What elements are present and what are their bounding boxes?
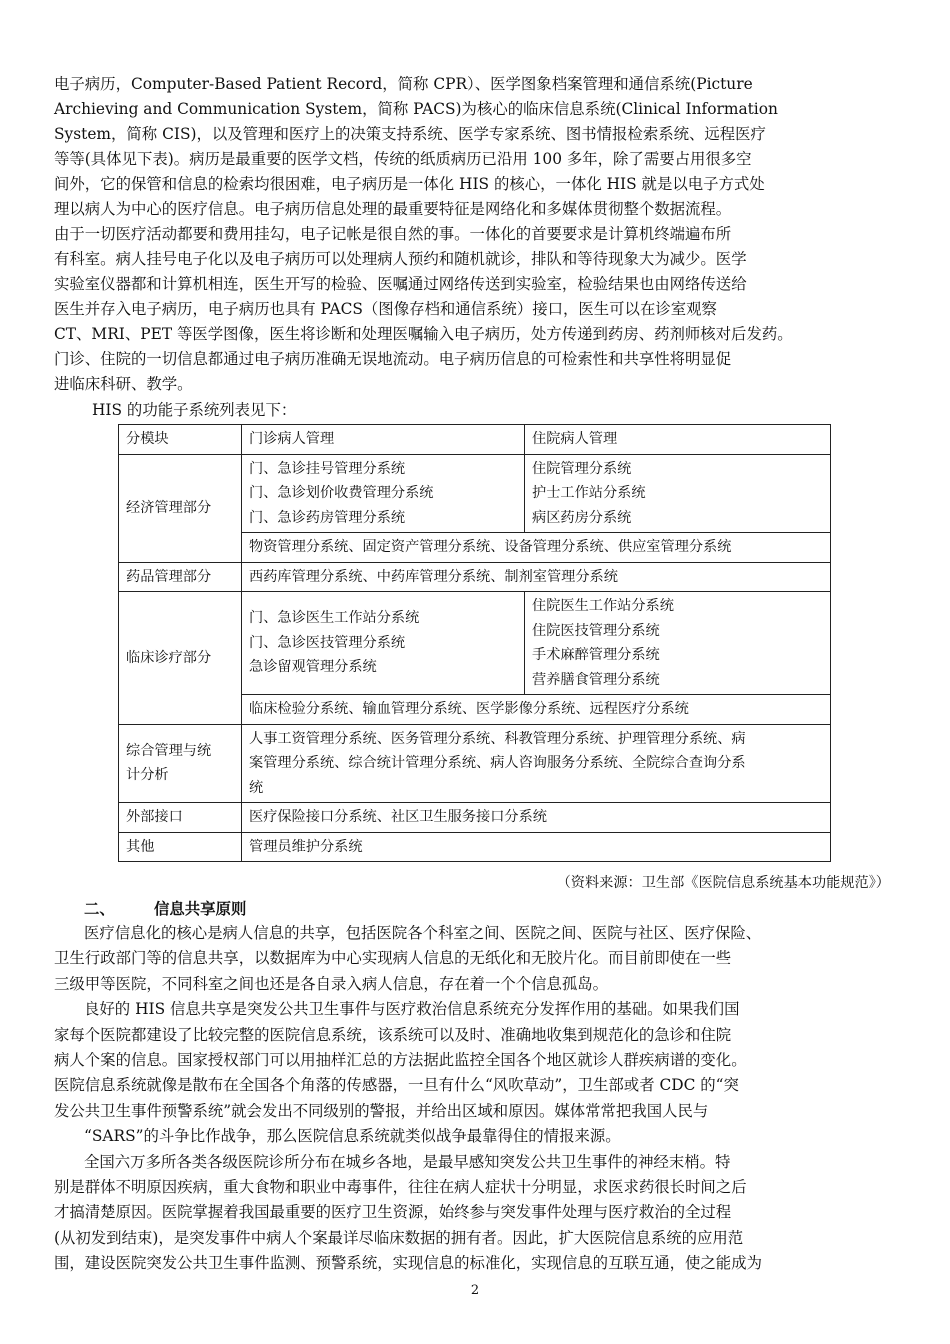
- section-number: 二、: [84, 900, 115, 918]
- text-line: 发公共卫生事件预警系统”就会发出不同级别的警报，并给出区域和原因。媒体常常把我国人民与: [54, 1101, 709, 1120]
- content-line: 案管理分系统、综合统计管理分系统、病人咨询服务分系统、全院综合查询分系: [249, 755, 746, 771]
- table-row: [119, 803, 831, 833]
- text-line: CT、MRI、PET 等医学图像，医生将诊断和处理医嘱输入电子病历，处方传递到药房、药剂师核对后发药。: [54, 325, 793, 343]
- text-line: 才搞清楚原因。医院掌握着我国最重要的医疗卫生资源，始终参与突发事件处理与医疗救治的全过程: [54, 1203, 732, 1222]
- row-label-economic: 经济管理部分: [119, 454, 242, 562]
- list-item: 营养膳食管理分系统: [532, 671, 660, 688]
- cell-integrated: [242, 724, 831, 803]
- header-cell-outpatient: 门诊病人管理: [242, 425, 525, 455]
- table-row: [119, 454, 831, 533]
- page-number: 2: [470, 1283, 480, 1298]
- cell-economic-inpatient: [525, 454, 831, 533]
- section-body: [54, 921, 899, 1276]
- text-line: 等等(具体见下表)。病历是最重要的医学文档，传统的纸质病历已沿用 100 多年，除了需要占用很多空: [54, 150, 752, 168]
- text-line: 门诊、住院的一切信息都通过电子病历准确无误地流动。电子病历信息的可检索性和共享性将明显促: [54, 350, 732, 368]
- section-title: 信息共享原则: [154, 900, 247, 918]
- text-line: 进临床科研、教学。: [54, 375, 193, 393]
- list-item: 门、急诊划价收费管理分系统: [249, 485, 434, 501]
- intro-paragraph: [54, 72, 899, 397]
- text-line: 由于一切医疗活动都要和费用挂勾，电子记帐是很自然的事。一体化的首要要求是计算机终端遍布所: [54, 225, 732, 243]
- label-line: 综合管理与统: [126, 742, 212, 759]
- text-line: 医生并存入电子病历，电子病历也具有 PACS（图像存档和通信系统）接口，医生可以在诊室观察: [54, 300, 717, 318]
- text-line: 卫生行政部门等的信息共享，以数据库为中心实现病人信息的无纸化和无胶片化。而目前即使在一些: [54, 949, 732, 968]
- text-line: System，简称 CIS)，以及管理和医疗上的决策支持系统、医学专家系统、图书情报检索系统、远程医疗: [54, 125, 766, 143]
- list-item: 手术麻醉管理分系统: [532, 647, 660, 663]
- header-cell-module: 分模块: [119, 425, 242, 455]
- text-line: 有科室。病人挂号电子化以及电子病历可以处理病人预约和随机就诊，排队和等待现象大为减少。医学: [54, 250, 747, 268]
- table-source: （资料来源：卫生部《医院信息系统基本功能规范》）: [556, 875, 890, 891]
- text-line: 家每个医院都建设了比较完整的医院信息系统，该系统可以及时、准确地收集到规范化的急诊和住院: [54, 1025, 732, 1044]
- cell-drug: 西药库管理分系统、中药库管理分系统、制剂室管理分系统: [242, 562, 831, 592]
- cell-clinical-outpatient: [242, 592, 525, 695]
- text-line: 围，建设医院突发公共卫生事件监测、预警系统，实现信息的标准化，实现信息的互联互通，使之能成为: [54, 1254, 762, 1273]
- text-line: 良好的 HIS 信息共享是突发公共卫生事件与医疗救治信息系统充分发挥作用的基础。如果我们国: [84, 1000, 740, 1019]
- list-item: 护士工作站分系统: [532, 485, 646, 501]
- cell-economic-outpatient: [242, 454, 525, 533]
- text-line: 别是群体不明原因疾病，重大食物和职业中毒事件，往往在病人症状十分明显，求医求药很长时间之后: [54, 1177, 747, 1196]
- text-line: 三级甲等医院，不同科室之间也还是各自录入病人信息，存在着一个个信息孤岛。: [54, 974, 609, 993]
- table-row: [119, 592, 831, 695]
- text-line: 间外，它的保管和信息的检索均很困难，电子病历是一体化 HIS 的核心，一体化 HIS 就是以电子方式处: [54, 175, 765, 193]
- cell-other: 管理员维护分系统: [242, 832, 831, 862]
- list-item: 急诊留观管理分系统: [249, 659, 377, 676]
- text-line: 理以病人为中心的医疗信息。电子病历信息处理的最重要特征是网络化和多媒体贯彻整个数据流程。: [54, 200, 732, 218]
- text-line: 全国六万多所各类各级医院诊所分布在城乡各地，是最早感知突发公共卫生事件的神经末梢。特: [84, 1152, 731, 1171]
- row-label-clinical: 临床诊疗部分: [119, 592, 242, 725]
- list-item: 门、急诊医技管理分系统: [249, 634, 406, 651]
- label-line: 计分析: [126, 767, 169, 784]
- list-item: 门、急诊药房管理分系统: [249, 509, 406, 526]
- table-row: [119, 832, 831, 862]
- list-item: 门、急诊医生工作站分系统: [249, 610, 420, 627]
- table-row: [119, 724, 831, 803]
- section-heading: [84, 897, 246, 919]
- text-line: “SARS”的斗争比作战争，那么医院信息系统就类似战争最靠得住的情报来源。: [84, 1127, 621, 1146]
- list-item: 病区药房分系统: [532, 509, 632, 526]
- table-header-row: [119, 425, 831, 455]
- row-label-drug: 药品管理部分: [119, 562, 242, 592]
- table-caption: HIS 的功能子系统列表见下：: [92, 401, 297, 419]
- text-line: (从初发到结束)，是突发事件中病人个案最详尽临床数据的拥有者。因此，扩大医院信息系统的应用范: [54, 1228, 744, 1247]
- list-item: 住院医技管理分系统: [532, 622, 660, 639]
- cell-clinical-shared: 临床检验分系统、输血管理分系统、医学影像分系统、远程医疗分系统: [242, 695, 831, 725]
- row-label-other: 其他: [119, 832, 242, 862]
- text-line: 病人个案的信息。国家授权部门可以用抽样汇总的方法据此监控全国各个地区就诊人群疾病谱的变化。: [54, 1050, 747, 1069]
- cell-economic-shared: 物资管理分系统、固定资产管理分系统、设备管理分系统、供应室管理分系统: [242, 533, 831, 563]
- content-line: 人事工资管理分系统、医务管理分系统、科教管理分系统、护理管理分系统、病: [249, 730, 746, 747]
- text-line: 电子病历，Computer-Based Patient Record，简称 CPR）、医学图象档案管理和通信系统(Picture: [54, 75, 753, 93]
- list-item: 门、急诊挂号管理分系统: [249, 460, 406, 477]
- row-label-external: 外部接口: [119, 803, 242, 833]
- list-item: 住院医生工作站分系统: [532, 598, 674, 614]
- cell-external: 医疗保险接口分系统、社区卫生服务接口分系统: [242, 803, 831, 833]
- list-item: 住院管理分系统: [532, 460, 632, 477]
- text-line: Archieving and Communication System，简称 PACS)为核心的临床信息系统(Clinical Information: [54, 100, 778, 118]
- cell-clinical-inpatient: [525, 592, 831, 695]
- row-label-integrated: [119, 724, 242, 803]
- table-row: [119, 562, 831, 592]
- text-line: 实验室仪器都和计算机相连，医生开写的检验、医嘱通过网络传送到实验室，检验结果也由网络传送给: [54, 275, 747, 293]
- content-line: 统: [249, 779, 264, 796]
- text-line: 医院信息系统就像是散布在全国各个角落的传感器，一旦有什么“风吹草动”，卫生部或者 CDC 的“突: [54, 1076, 739, 1095]
- text-line: 医疗信息化的核心是病人信息的共享，包括医院各个科室之间、医院之间、医院与社区、医疗保险、: [84, 924, 762, 942]
- his-subsystem-table: [118, 424, 831, 862]
- header-cell-inpatient: 住院病人管理: [525, 425, 831, 455]
